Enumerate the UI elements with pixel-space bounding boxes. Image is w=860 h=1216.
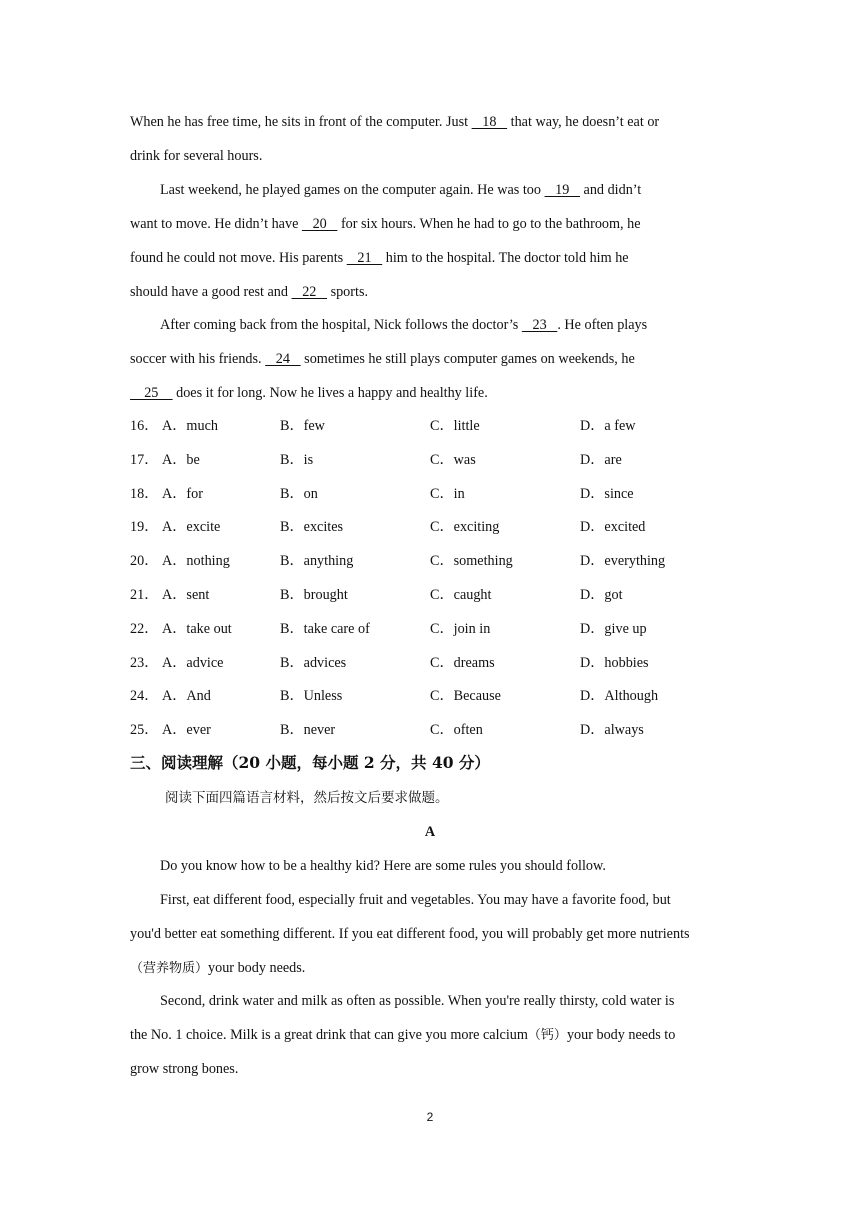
blank-25: 25 [130,385,173,401]
question-number: 17． [130,451,159,468]
option-c: C．Because [430,688,501,705]
option-row [130,585,730,605]
option-d: D．are [580,451,622,468]
blank-20: 20 [301,216,338,232]
section-instruction: 阅读下面四篇语言材料，然后按文后要求做题。 [165,790,449,806]
reading-line-7: grow strong bones. [130,1061,239,1077]
option-row [130,517,730,537]
option-d: D．everything [580,553,666,570]
option-d: D．a few [580,418,636,434]
option-a: A．And [162,688,211,705]
passage-line-3: Last weekend, he played games on the computer again. He was too 19 and didn’t [160,182,642,198]
option-a: A．be [162,451,200,468]
option-d: D．excited [580,519,646,536]
passage-line-6: should have a good rest and 22 sports. [130,284,369,300]
page-number: 2 [426,1110,434,1124]
question-number: 16． [130,418,159,434]
question-number: 21． [130,587,159,603]
passage-heading: A [424,824,436,840]
passage-line-8: soccer with his friends. 24 sometimes he still plays computer games on weekends, he [130,351,635,367]
blank-21: 21 [346,250,383,266]
reading-line-3: you'd better eat something different. If you eat different food, you will probably get more nutrients [130,926,690,942]
option-row [130,619,730,639]
option-b: B．brought [280,587,348,603]
reading-line-2: First, eat different food, especially fruit and vegetables. You may have a favorite food, but [160,892,671,908]
question-number: 24． [130,688,159,705]
option-a: A．much [162,418,218,434]
option-row [130,720,730,740]
option-c: C．was [430,451,476,468]
option-a: A．advice [162,654,224,671]
option-c: C．join in [430,620,491,637]
option-c: C．in [430,485,465,502]
option-b: B．few [280,418,325,434]
blank-24: 24 [265,351,301,367]
reading-line-6: the No. 1 choice. Milk is a great drink that can give you more calcium（钙）your body needs to [130,1027,676,1043]
option-a: A．ever [162,722,211,739]
option-d: D．give up [580,620,647,637]
question-number: 23． [130,654,159,671]
option-d: D．got [580,587,623,603]
option-b: B．never [280,722,336,739]
reading-line-4: （营养物质）your body needs. [130,960,306,976]
option-row [130,686,730,706]
question-number: 18． [130,485,159,502]
option-row [130,653,730,673]
option-row [130,484,730,504]
option-b: B．anything [280,553,354,570]
option-row [130,551,730,571]
passage-line-7: After coming back from the hospital, Nick follows the doctor’s 23 . He often plays [160,317,648,333]
option-c: C．little [430,418,480,434]
passage-line-5: found he could not move. His parents 21 him to the hospital. The doctor told him he [130,250,629,266]
reading-line-5: Second, drink water and milk as often as possible. When you're really thirsty, cold water is [160,993,675,1009]
option-d: D．hobbies [580,654,649,671]
option-d: D．since [580,485,634,502]
option-b: B．Unless [280,688,343,705]
option-b: B．advices [280,654,347,671]
option-c: C．something [430,553,513,570]
option-c: C．dreams [430,654,495,671]
option-a: A．nothing [162,553,230,570]
option-a: A．for [162,485,203,502]
passage-line-4: want to move. He didn’t have 20 for six hours. When he had to go to the bathroom, he [130,216,641,232]
blank-22: 22 [291,284,328,300]
option-b: B．is [280,451,314,468]
option-a: A．sent [162,587,210,603]
option-row [130,416,730,436]
question-number: 22． [130,620,159,637]
question-number: 19． [130,519,159,536]
option-b: B．excites [280,519,344,536]
passage-line-9: 25 does it for long. Now he lives a happy and healthy life. [130,385,488,401]
option-c: C．often [430,722,483,739]
option-c: C．exciting [430,519,500,536]
option-b: B．take care of [280,620,370,637]
passage-line-2: drink for several hours. [130,148,263,164]
option-d: D．Although [580,688,659,705]
option-b: B．on [280,485,318,502]
section-title: 三、阅读理解（20 小题，每小题 2 分，共 40 分） [130,753,490,772]
reading-line-1: Do you know how to be a healthy kid? Here are some rules you should follow. [160,858,606,874]
option-a: A．excite [162,519,221,536]
question-number: 25． [130,722,159,739]
passage-line-1: When he has free time, he sits in front of the computer. Just 18 that way, he doesn’t eat or [130,114,660,130]
option-row [130,450,730,470]
blank-23: 23 [521,317,558,333]
blank-19: 19 [544,182,580,198]
option-c: C．caught [430,587,492,603]
question-number: 20． [130,553,159,570]
blank-18: 18 [471,114,508,130]
option-a: A．take out [162,620,232,637]
option-d: D．always [580,722,644,739]
